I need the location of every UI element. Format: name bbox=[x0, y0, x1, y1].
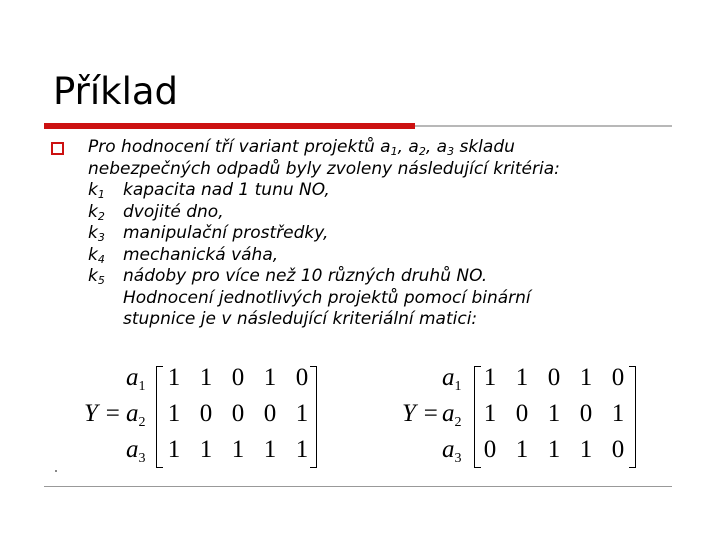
matrix-cell: 0 bbox=[199, 400, 213, 427]
matrix-cell: 1 bbox=[167, 364, 181, 391]
matrix-cell: 1 bbox=[547, 436, 561, 463]
criterion-symbol: $k_5$ bbox=[88, 266, 105, 287]
matrix-row-label: $a_3$ bbox=[442, 436, 462, 466]
matrix-cell: 1 bbox=[263, 364, 277, 391]
criterion-item bbox=[88, 223, 688, 245]
criteria-matrix-right bbox=[402, 364, 652, 474]
matrix-cell: 1 bbox=[199, 436, 213, 463]
matrix-row-label: $a_1$ bbox=[442, 364, 462, 394]
bottom-divider bbox=[44, 486, 672, 487]
criterion-symbol: $k_4$ bbox=[88, 244, 105, 266]
criterion-text: nádoby pro více než 10 různých druhů NO. bbox=[123, 266, 488, 286]
matrix-cell: 0 bbox=[579, 400, 593, 427]
bullet-text bbox=[88, 137, 688, 331]
criteria-list bbox=[88, 180, 688, 288]
matrix-cell: 0 bbox=[231, 400, 245, 427]
criterion-item bbox=[88, 245, 688, 267]
criterion-text: kapacita nad 1 tunu NO, bbox=[123, 180, 330, 200]
criterion-item bbox=[88, 180, 688, 202]
criterion-item bbox=[88, 202, 688, 224]
matrix-lhs: Y = bbox=[402, 400, 440, 427]
matrix-cell: 1 bbox=[515, 364, 529, 391]
criterion-item bbox=[88, 266, 688, 288]
matrix-lhs: Y = bbox=[84, 400, 122, 427]
matrix-cell: 1 bbox=[167, 436, 181, 463]
matrix-cell: 1 bbox=[167, 400, 181, 427]
title-accent-bar bbox=[44, 123, 415, 129]
matrix-cell: 1 bbox=[579, 436, 593, 463]
matrix-cell: 0 bbox=[611, 436, 625, 463]
stray-dot bbox=[55, 470, 57, 472]
criteria-matrix-left bbox=[84, 364, 324, 474]
matrix-cell: 1 bbox=[547, 400, 561, 427]
criterion-symbol: $k_1$ bbox=[88, 180, 105, 201]
matrix-row-label: $a_2$ bbox=[126, 400, 146, 430]
matrix-cell: 1 bbox=[199, 364, 213, 391]
matrix-cell: 1 bbox=[579, 364, 593, 391]
matrix-cell: 1 bbox=[483, 400, 497, 427]
intro-line-2: nebezpečných odpadů byly zvoleny následující kritéria: bbox=[88, 158, 560, 179]
criterion-symbol: $k_2$ bbox=[88, 201, 105, 223]
matrix-cell: 0 bbox=[295, 364, 309, 391]
matrix-cell: 1 bbox=[295, 436, 309, 463]
matrix-cell: 0 bbox=[515, 400, 529, 427]
matrix-right-bracket bbox=[629, 366, 636, 468]
matrix-cell: 1 bbox=[515, 436, 529, 463]
matrix-cell: 0 bbox=[547, 364, 561, 391]
intro-line-1: Pro hodnocení tří variant projektů $a_1$, $a_2$, $a_3$ skladu bbox=[88, 137, 515, 158]
matrix-row-label: $a_1$ bbox=[126, 364, 146, 394]
matrix-cell: 1 bbox=[611, 400, 625, 427]
matrix-cell: 1 bbox=[295, 400, 309, 427]
square-bullet-icon bbox=[51, 142, 64, 155]
matrix-cell: 1 bbox=[483, 364, 497, 391]
matrix-row-label: $a_3$ bbox=[126, 436, 146, 466]
criterion-text: dvojité dno, bbox=[123, 201, 224, 222]
criterion-text: mechanická váha, bbox=[123, 244, 279, 265]
matrix-cell: 0 bbox=[263, 400, 277, 427]
slide-title: Příklad bbox=[53, 70, 179, 113]
outro-line-1: Hodnocení jednotlivých projektů pomocí binární bbox=[123, 287, 531, 308]
criterion-text: manipulační prostředky, bbox=[123, 223, 329, 243]
criterion-symbol: $k_3$ bbox=[88, 223, 105, 244]
outro-line-2: stupnice je v následující kriteriální matici: bbox=[123, 309, 478, 329]
matrix-row-label: $a_2$ bbox=[442, 400, 462, 430]
matrix-cell: 0 bbox=[231, 364, 245, 391]
matrix-cell: 0 bbox=[483, 436, 497, 463]
matrix-cell: 1 bbox=[231, 436, 245, 463]
matrix-cell: 0 bbox=[611, 364, 625, 391]
matrix-cell: 1 bbox=[263, 436, 277, 463]
